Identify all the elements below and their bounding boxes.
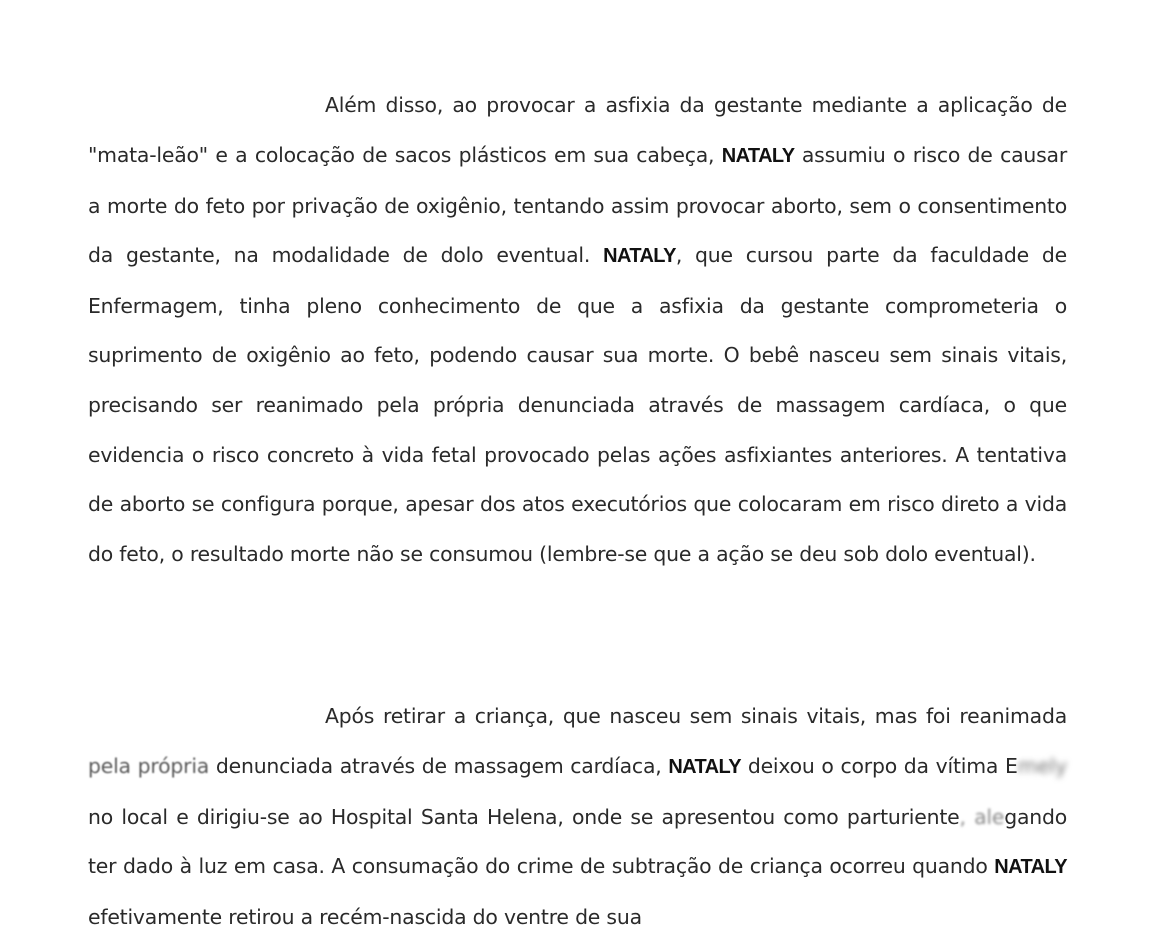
paragraph-1-text-part-3: , que cursou parte da faculdade de Enfermagem, tinha pleno conhecimento de que a asfixia da gestante comprometeria o suprimento de oxigênio ao feto, podendo causar sua morte. O bebê nasceu sem sinais vitais, precisando ser reanimado pela própria denunciada através de massagem cardíaca, o que evidencia o risco concreto à vida fetal provocado pelas ações asfixiantes anteriores. A tentativa de aborto se configura porque, apesar dos atos executórios que colocaram em risco direto a vida do feto, o resultado morte não se consumou (lembre-se que a ação se deu sob dolo eventual).: [88, 243, 1067, 566]
paragraph-2-text-part-2: denunciada através de massagem cardíaca,: [209, 753, 669, 778]
defendant-name: NATALY: [721, 144, 795, 167]
paragraph-1: [88, 81, 1067, 579]
paragraph-2-text-part-4: no local e dirigiu-se ao Hospital Santa Helena, onde se apresentou como parturiente: [88, 804, 960, 829]
defendant-name: NATALY: [668, 755, 742, 778]
paragraph-2-text-part-5: gando ter dado à luz em casa. A consumação do crime de subtração de criança ocorreu quando: [88, 804, 1068, 879]
victim-initial: E: [1004, 753, 1018, 778]
paragraph-1-text-part-1: Além disso, ao provocar a asfixia da gestante mediante a aplicação de "mata-leão" e a colocação de sacos plásticos em sua cabeça,: [88, 93, 1067, 167]
defendant-name: NATALY: [994, 856, 1067, 879]
paragraph-2: [88, 692, 1067, 942]
paragraph-2-text-part-6: efetivamente retirou a recém-nascida do ventre de sua: [88, 904, 642, 929]
defendant-name: NATALY: [603, 245, 676, 268]
redacted-victim-name: mely: [1017, 753, 1067, 778]
paragraph-2-text-part-3: deixou o corpo da vítima: [741, 753, 1005, 778]
paragraph-1-text-part-2: assumiu o risco de causar a morte do feto por privação de oxigênio, tentando assim provocar aborto, sem o consentimento da gestante, na modalidade de dolo eventual.: [88, 142, 1067, 268]
redacted-text: pela própria: [88, 753, 210, 778]
redacted-text: , ale: [959, 804, 1005, 829]
paragraph-2-text-part-1: Após retirar a criança, que nasceu sem sinais vitais, mas foi reanimada: [325, 704, 1067, 729]
